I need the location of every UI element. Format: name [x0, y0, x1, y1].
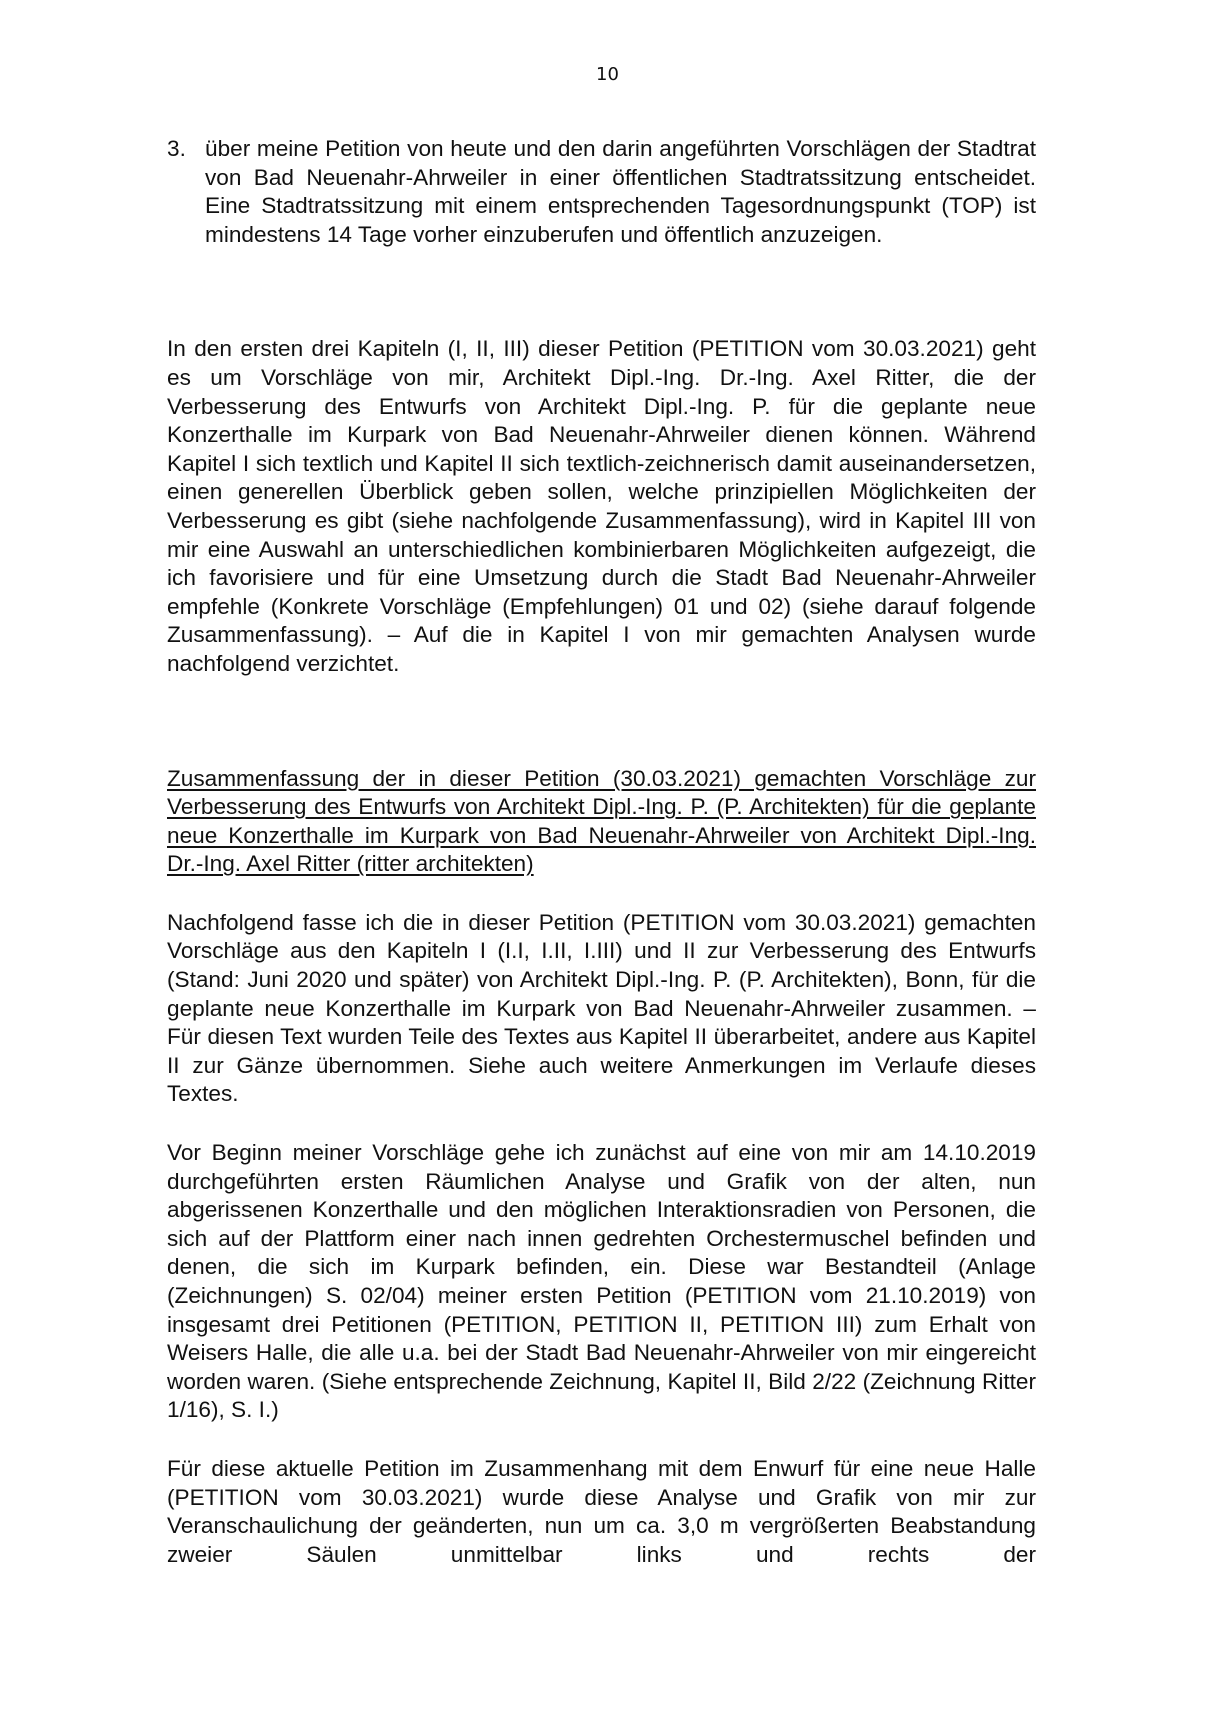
- list-item-text: über meine Petition von heute und den darin angeführten Vorschlägen der Stadtrat von Bad Neuenahr-Ahrweiler in einer öffentlichen Stadtratssitzung entscheidet. Eine Stadtratssitzung mit einem entsprechenden Tagesordnungspunkt (TOP) ist mindestens 14 Tage vorher einzuberufen und öffentlich anzuzeigen.: [205, 136, 1036, 247]
- document-body: [167, 135, 1036, 1569]
- paragraph-current: Für diese aktuelle Petition im Zusammenhang mit dem Enwurf für eine neue Halle (PETITION vom 30.03.2021) wurde diese Analyse und Grafik von mir zur Veranschaulichung der geänderten, nun um ca. 3,0 m vergrößerten Beabstandung zweier Säulen unmittelbar links und rechts der: [167, 1455, 1036, 1567]
- spacer: [167, 249, 1036, 335]
- list-item: [167, 135, 1036, 249]
- spacer: [167, 1109, 1036, 1139]
- paragraph-summary: Nachfolgend fasse ich die in dieser Petition (PETITION vom 30.03.2021) gemachten Vorschläge aus den Kapiteln I (I.I, I.II, I.III) und II zur Verbesserung des Entwurfs (Stand: Juni 2020 und später) von Architekt Dipl.-Ing. P. (P. Architekten), Bonn, für die geplante neue Konzerthalle im Kurpark von Bad Neuenahr-Ahrweiler zusammen. – Für diesen Text wurden Teile des Textes aus Kapitel II überarbeitet, andere aus Kapitel II zur Gänze übernommen. Siehe auch weitere Anmerkungen im Verlaufe dieses Textes.: [167, 909, 1036, 1107]
- list-item-number: 3.: [167, 136, 186, 161]
- paragraph-intro: In den ersten drei Kapiteln (I, II, III) dieser Petition (PETITION vom 30.03.2021) geht es um Vorschläge von mir, Architekt Dipl.-Ing. Dr.-Ing. Axel Ritter, die der Verbesserung des Entwurfs von Architekt Dipl.-Ing. P. für die geplante neue Konzerthalle im Kurpark von Bad Neuenahr-Ahrweiler dienen können. Während Kapitel I sich textlich und Kapitel II sich textlich-zeichnerisch damit auseinandersetzen, einen generellen Überblick geben sollen, welche prinzipiellen Möglichkeiten der Verbesserung es gibt (siehe nachfolgende Zusammenfassung), wird in Kapitel III von mir eine Auswahl an unterschiedlichen kombinierbaren Möglichkeiten aufgezeigt, die ich favorisiere und für eine Umsetzung durch die Stadt Bad Neuenahr-Ahrweiler empfehle (Konkrete Vorschläge (Empfehlungen) 01 und 02) (siehe darauf folgende Zusammenfassung). – Auf die in Kapitel I von mir gemachten Analysen wurde nachfolgend verzichtet.: [167, 336, 1036, 676]
- paragraph-analysis: Vor Beginn meiner Vorschläge gehe ich zunächst auf eine von mir am 14.10.2019 durchgeführten ersten Räumlichen Analyse und Grafik von der alten, nun abgerissenen Konzerthalle und den möglichen Interaktionsradien von Personen, die sich auf der Plattform einer nach innen gedrehten Orchestermuschel befinden und denen, die sich im Kurpark befinden, ein. Diese war Bestandteil (Anlage (Zeichnungen) S. 02/04) meiner ersten Petition (PETITION vom 21.10.2019) von insgesamt drei Petitionen (PETITION, PETITION II, PETITION III) zum Erhalt von Weisers Halle, die alle u.a. bei der Stadt Bad Neuenahr-Ahrweiler von mir eingereicht worden waren. (Siehe entsprechende Zeichnung, Kapitel II, Bild 2/22 (Zeichnung Ritter 1/16), S. I.): [167, 1140, 1036, 1423]
- spacer: [167, 679, 1036, 765]
- page-number: 10: [596, 64, 619, 85]
- spacer: [167, 879, 1036, 909]
- section-heading: Zusammenfassung der in dieser Petition (30.03.2021) gemachten Vorschläge zur Verbesserung des Entwurfs von Architekt Dipl.-Ing. P. (P. Architekten) für die geplante neue Konzerthalle im Kurpark von Bad Neuenahr-Ahrweiler von Architekt Dipl.-Ing. Dr.-Ing. Axel Ritter (ritter architekten): [167, 765, 1036, 877]
- spacer: [167, 1425, 1036, 1455]
